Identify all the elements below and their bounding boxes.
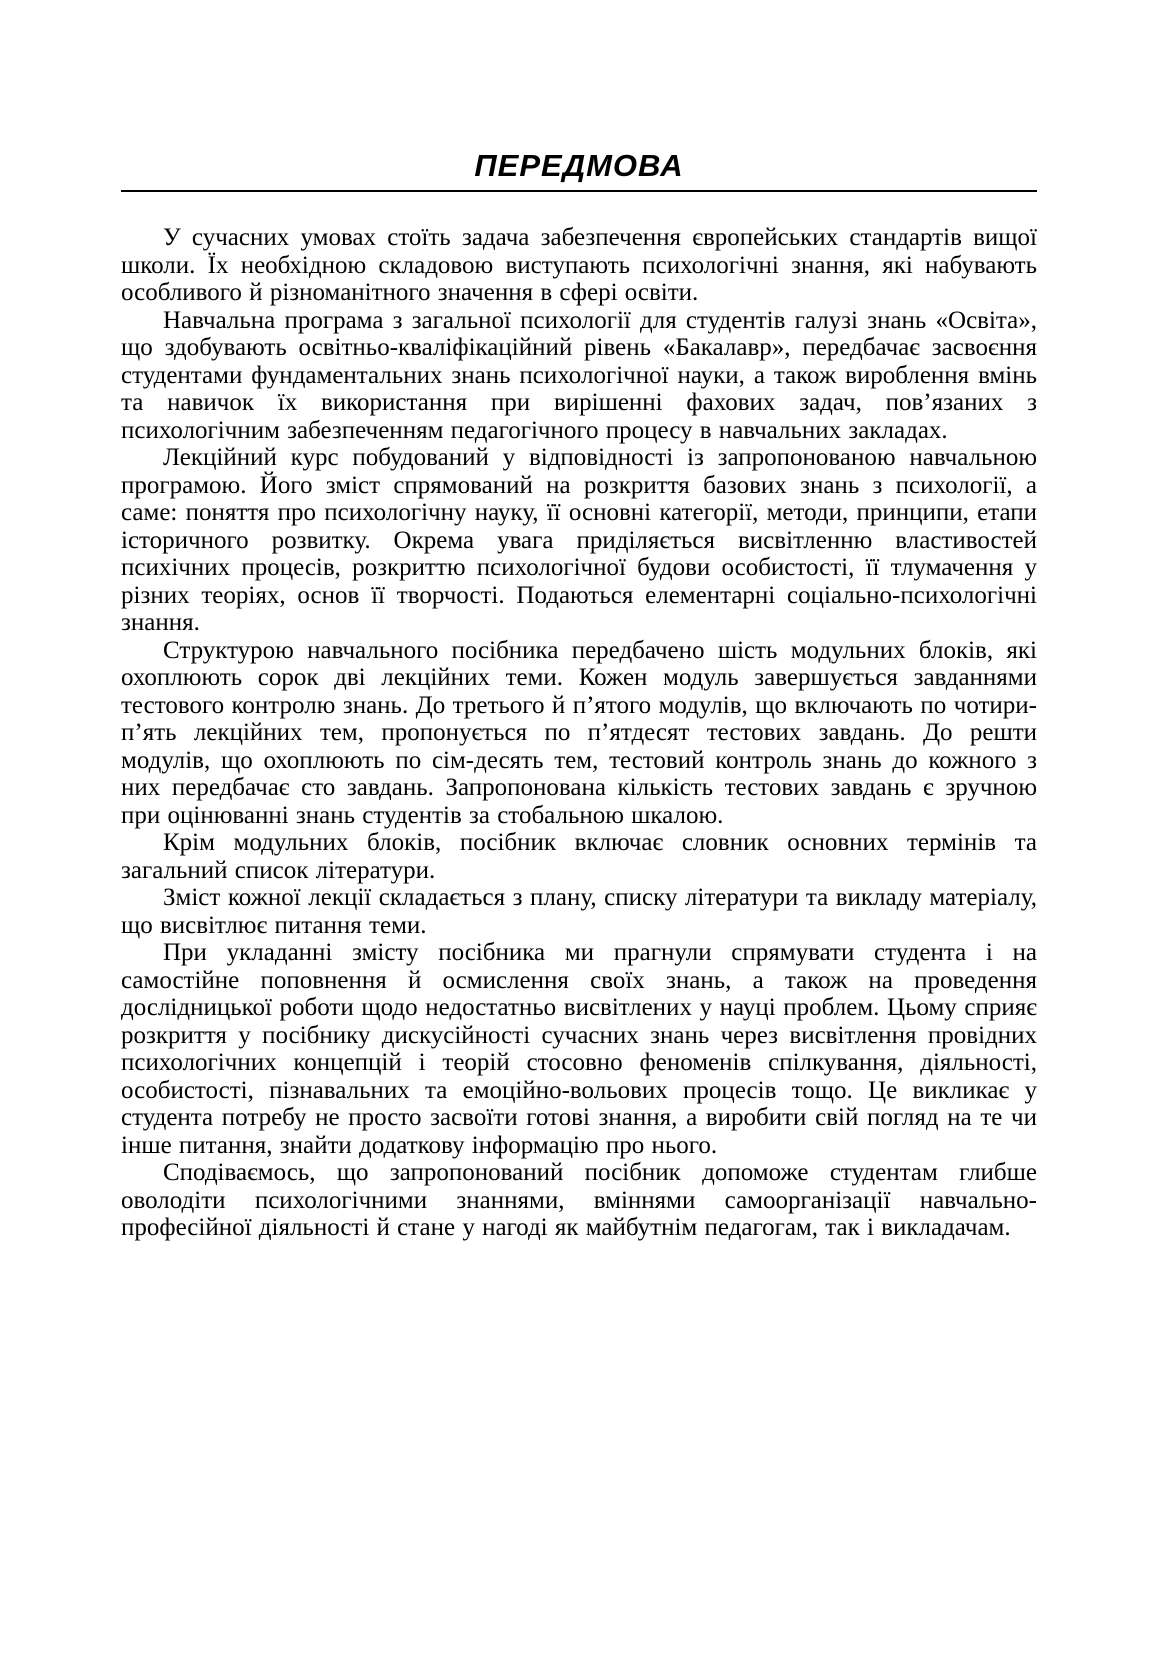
paragraph-6: Зміст кожної лекції складається з плану, списку літератури та викладу матеріалу, що висвітлює питання теми. — [121, 884, 1037, 939]
page-title: ПЕРЕДМОВА — [474, 148, 684, 183]
title-underline — [121, 190, 1037, 192]
paragraph-2: Навчальна програма з загальної психології для студентів галузі знань «Освіта», що здобувають освітньо-кваліфікаційний рівень «Бакалавр», передбачає засвоєння студентами фундаментальних знань психологічної науки, а також вироблення вмінь та навичок їх використання при вирішенні фахових задач, пов’язаних з психологічним забезпеченням педагогічного процесу в навчальних закладах. — [121, 306, 1037, 444]
paragraph-1: У сучасних умовах стоїть задача забезпечення європейських стандартів вищої школи. Їх необхідною складовою виступають психологічні знання, які набувають особливого й різноманітного значення в сфері освіти. — [121, 224, 1037, 306]
paragraph-4: Структурою навчального посібника передбачено шість модульних блоків, які охоплюють сорок дві лекційних теми. Кожен модуль завершується завданнями тестового контролю знань. До третього й п’ятого модулів, що включають по чотири-п’ять лекційних тем, пропонується по п’ятдесят тестових завдань. До решти модулів, що охоплюють по сім-десять тем, тестовий контроль знань до кожного з них передбачає сто завдань. Запропонована кількість тестових завдань є зручною при оцінюванні знань студентів за стобальною шкалою. — [121, 636, 1037, 829]
paragraph-8: Сподіваємось, що запропонований посібник допоможе студентам глибше оволодіти психологічними знаннями, вміннями самоорганізації навчально-професійної діяльності й стане у нагоді як майбутнім педагогам, так і викладачам. — [121, 1159, 1037, 1241]
page-body — [121, 224, 1037, 1242]
paragraph-7: При укладанні змісту посібника ми прагнули спрямувати студента і на самостійне поповнення й осмислення своїх знань, а також на проведення дослідницької роботи щодо недостатньо висвітлених у науці проблем. Цьому сприяє розкриття у посібнику дискусійності сучасних знань через висвітлення провідних психологічних концепцій і теорій стосовно феноменів спілкування, діяльності, особистості, пізнавальних та емоційно-вольових процесів тощо. Це викликає у студента потребу не просто засвоїти готові знання, а виробити свій погляд на те чи інше питання, знайти додаткову інформацію про нього. — [121, 939, 1037, 1159]
paragraph-3: Лекційний курс побудований у відповідності із запропонованою навчальною програмою. Його зміст спрямований на розкриття базових знань з психології, а саме: поняття про психологічну науку, її основні категорії, методи, принципи, етапи історичного розвитку. Окрема увага приділяється висвітленню властивостей психічних процесів, розкриттю психологічної будови особистості, її тлумачення у різних теоріях, основ її творчості. Подаються елементарні соціально-психологічні знання. — [121, 444, 1037, 636]
paragraph-5: Крім модульних блоків, посібник включає словник основних термінів та загальний список літератури. — [121, 829, 1037, 884]
